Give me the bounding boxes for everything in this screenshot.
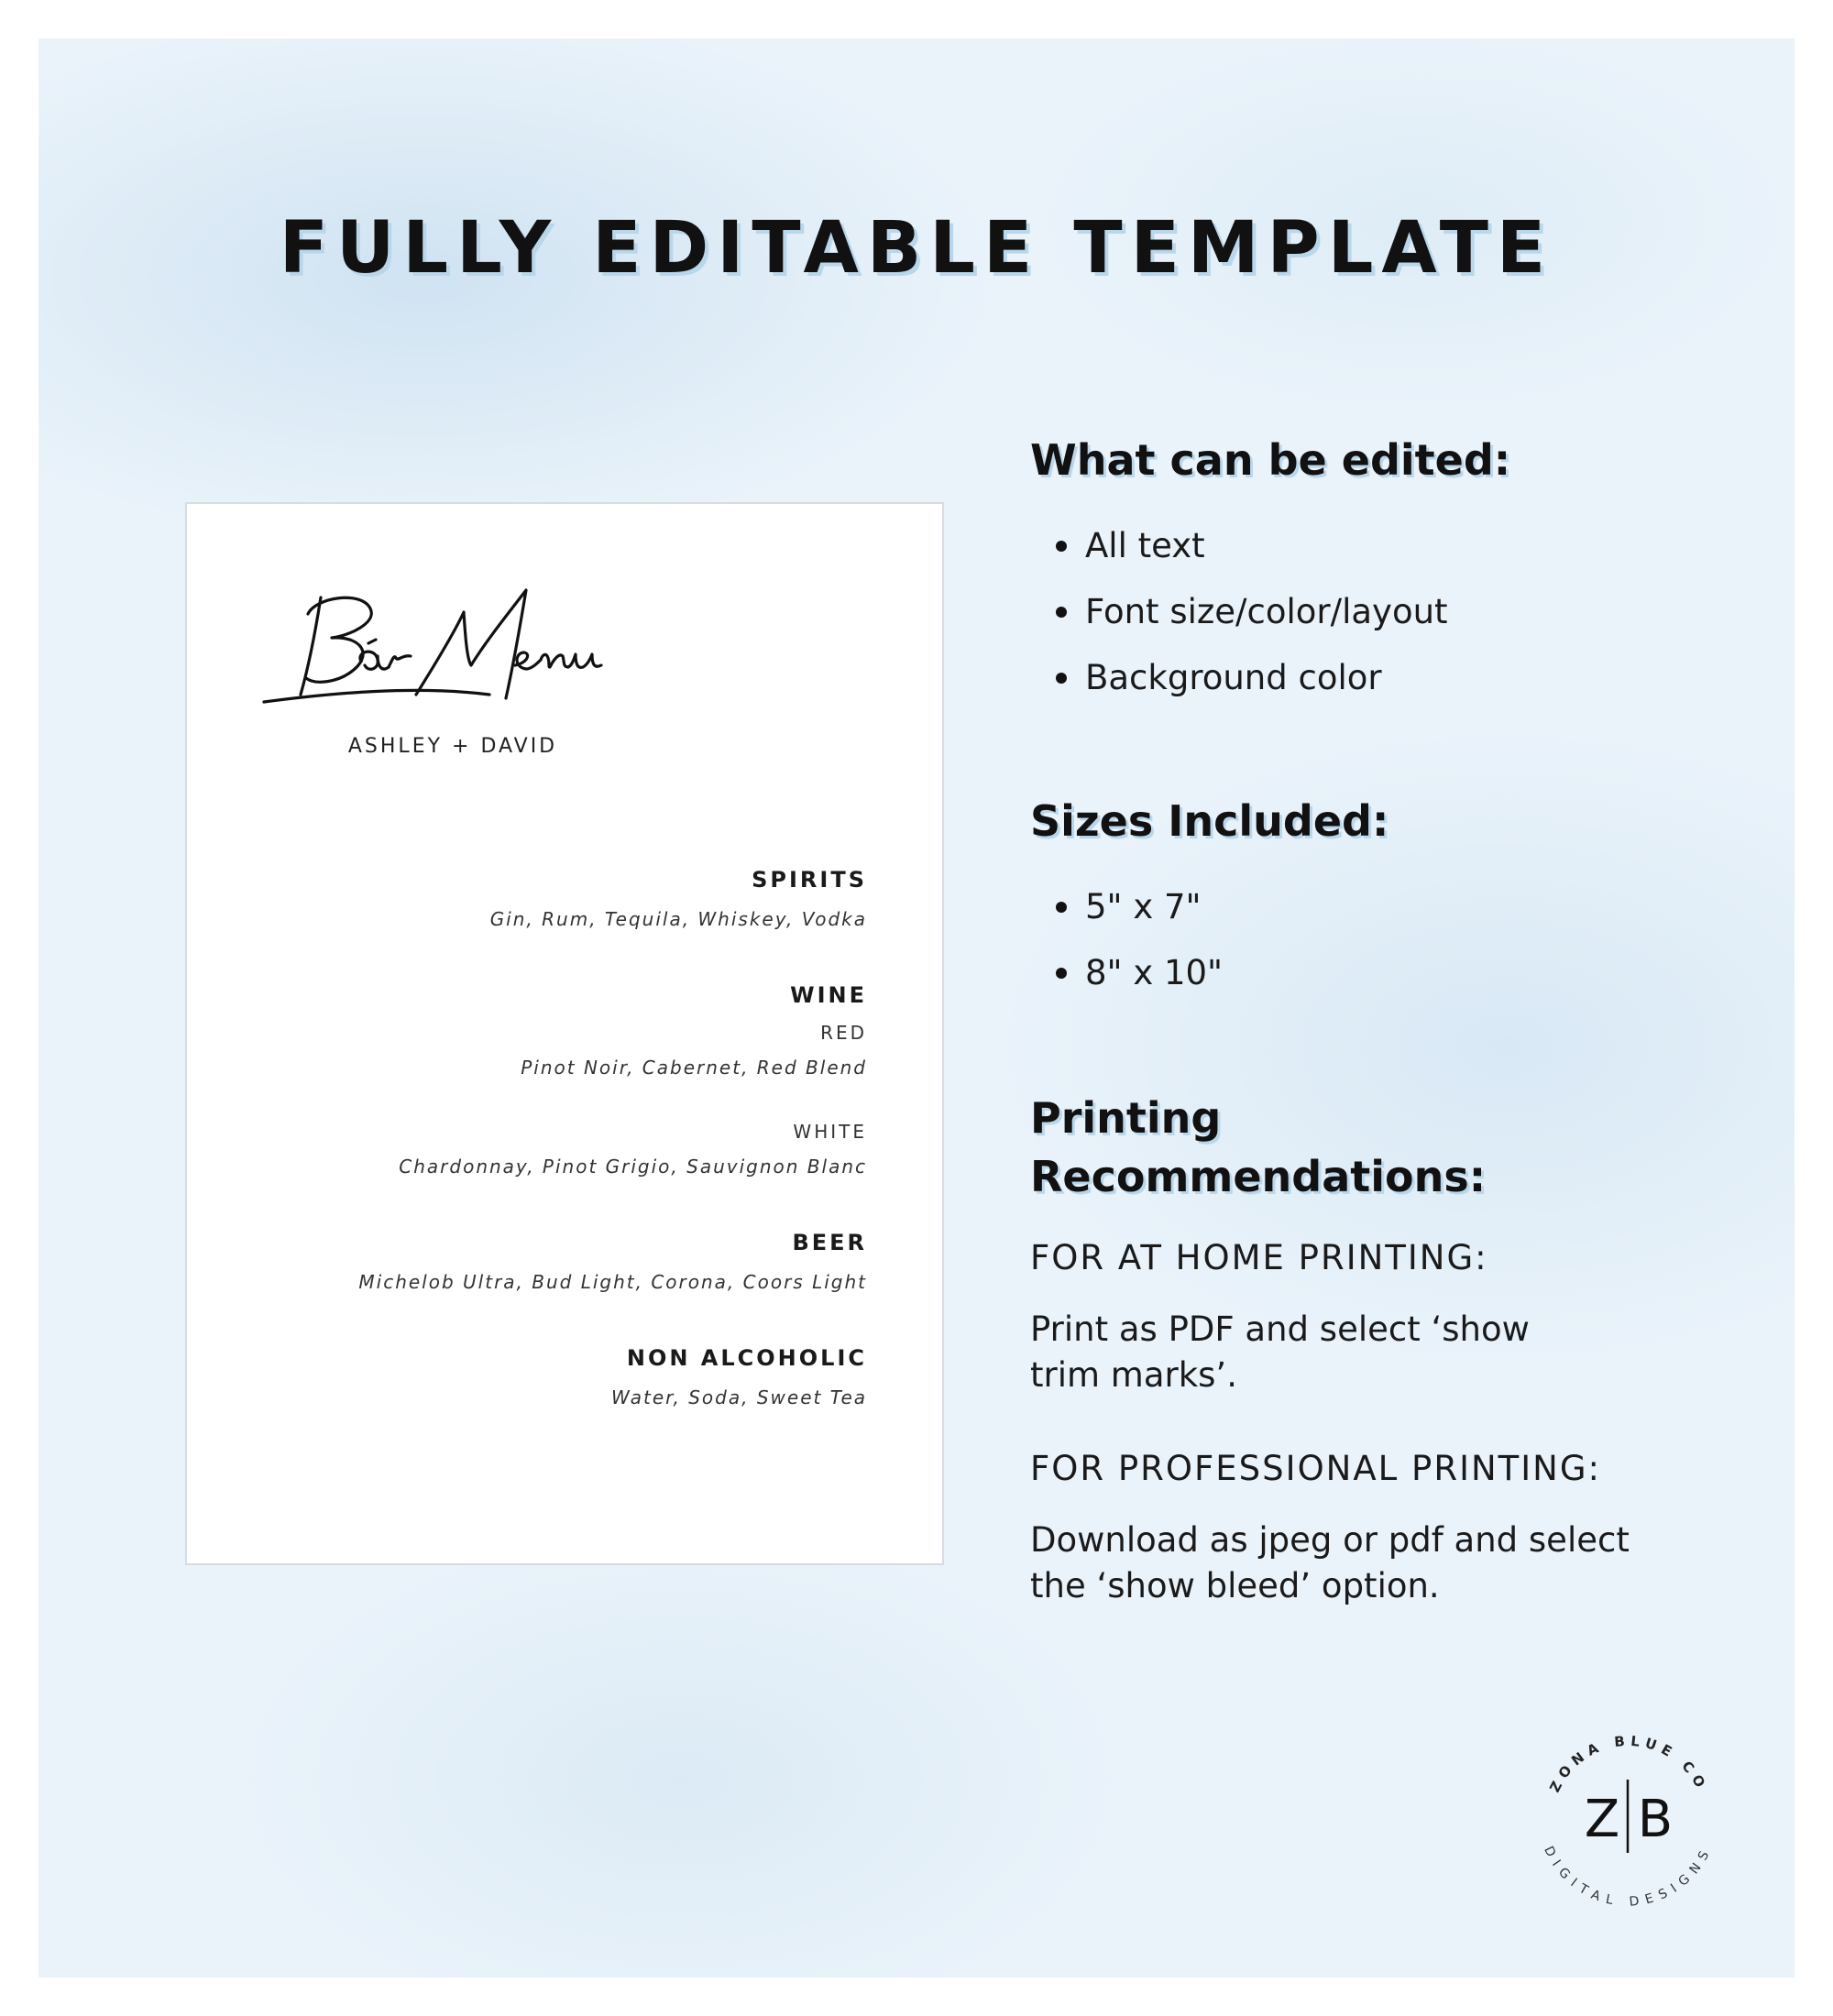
zona-blue-co-logo [1525,1714,1730,1919]
non-alcoholic-heading: NON ALCOHOLIC [626,1345,867,1371]
beer-heading: BEER [792,1230,867,1255]
sizes-list [1030,874,1690,1006]
bar-menu-script-title [260,577,664,715]
wine-red-label: RED [820,1022,867,1044]
wine-white-items: Chardonnay, Pinot Grigio, Sauvignon Blanc [399,1156,867,1178]
home-printing-text-line-1: Print as PDF and select ‘show [1030,1309,1530,1349]
logo-top-text: ZONA BLUE CO [1546,1732,1711,1795]
edit-list-item [1030,579,1690,645]
size-item-text: 5" x 7" [1085,887,1202,926]
non-alcoholic-items: Water, Soda, Sweet Tea [611,1386,867,1408]
bullet-icon [1056,673,1067,684]
edit-list-item [1030,513,1690,579]
wine-white-label: WHITE [793,1121,867,1143]
printing-heading: Printing Recommendations: [1030,1093,1487,1201]
size-item-text: 8" x 10" [1085,953,1224,992]
menu-sections [225,866,867,1410]
edit-item-text: Font size/color/layout [1085,592,1448,631]
wine-red-items: Pinot Noir, Cabernet, Red Blend [521,1057,867,1079]
size-list-item [1030,940,1690,1006]
pro-printing-text-line-1: Download as jpeg or pdf and select [1030,1520,1630,1560]
edit-item-text: Background color [1085,658,1382,697]
wine-heading: WINE [790,982,867,1008]
bullet-icon [1056,607,1067,618]
info-column [1030,431,1690,1609]
couple-names: ASHLEY + DAVID [347,735,558,758]
logo-letter-z: Z [1584,1790,1620,1849]
logo-letter-b: B [1637,1790,1674,1849]
size-list-item [1030,874,1690,940]
home-printing-label: FOR AT HOME PRINTING: [1030,1238,1488,1277]
pro-printing-label: FOR PROFESSIONAL PRINTING: [1030,1449,1601,1488]
edit-heading: What can be edited: [1030,435,1511,485]
menu-card-preview [185,502,944,1565]
edit-list-item [1030,645,1690,711]
spirits-items: Gin, Rum, Tequila, Whiskey, Vodka [489,908,867,930]
bullet-icon [1056,902,1067,913]
beer-items: Michelob Ultra, Bud Light, Corona, Coors Light [358,1271,867,1293]
spirits-heading: SPIRITS [752,867,867,893]
pro-printing-text-line-2: the ‘show bleed’ option. [1030,1566,1440,1605]
sizes-heading: Sizes Included: [1030,796,1389,846]
home-printing-text-line-2: trim marks’. [1030,1355,1237,1395]
bullet-icon [1056,541,1067,552]
logo-bottom-text: DIGITAL DESIGNS [1541,1844,1715,1910]
edit-list [1030,513,1690,711]
bullet-icon [1056,968,1067,979]
page-title: FULLY EDITABLE TEMPLATE [279,207,1554,290]
edit-item-text: All text [1085,526,1205,565]
